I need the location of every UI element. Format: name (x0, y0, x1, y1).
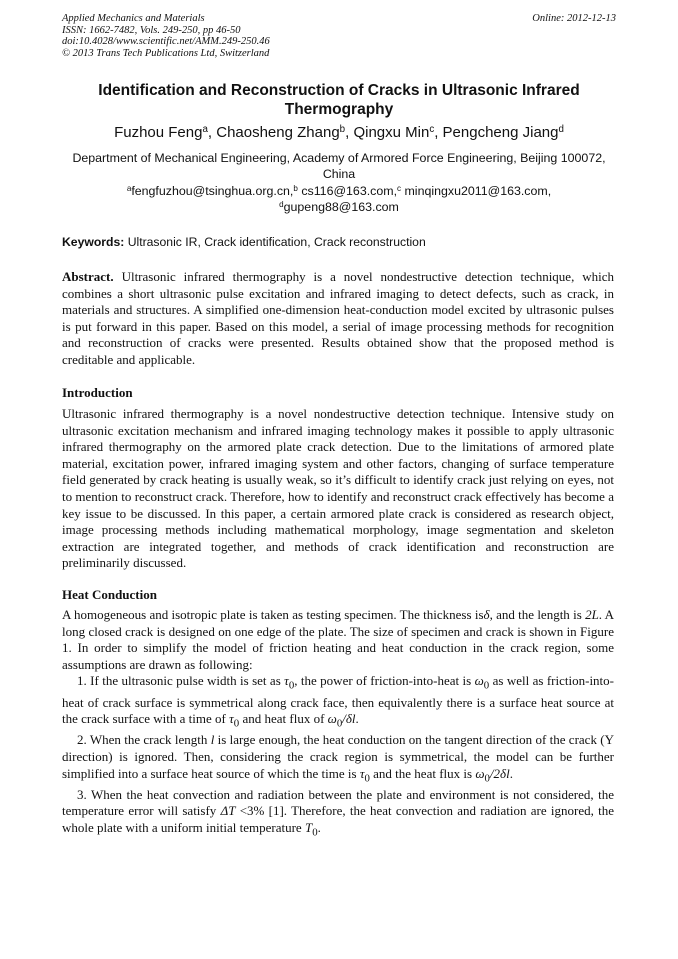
keywords (62, 234, 616, 250)
doi-line: doi:10.4028/www.scientific.net/AMM.249-250.46 (62, 36, 270, 48)
text-run: as well as friction-into-heat of crack surface is symmetrical along crack face, then equivalently there is a surface heat source at the crack surface with a time of (62, 673, 614, 727)
author-list: Fuzhou Feng$^a$, Chaosheng Zhang$^b$, Qingxu Min$^c$, Pengcheng Jiang$^d$ (114, 124, 564, 141)
heat-paragraph-0 (62, 607, 614, 673)
author-mark: c (429, 124, 435, 136)
subscript: 0 (483, 679, 490, 692)
online-date: Online: 2012-12-13 (532, 13, 616, 24)
text-run: A homogeneous and isotropic plate is taken as testing specimen. The thickness is (62, 607, 484, 622)
text-run: and heat flux of (239, 711, 328, 727)
heat-conduction-heading: Heat Conduction (62, 587, 157, 602)
keywords-label: Keywords: (62, 235, 125, 249)
author-name: Qingxu Min (353, 124, 430, 141)
subscript: 0 (233, 717, 240, 730)
text-run: . (509, 765, 513, 781)
text-run: is large enough, the heat conduction on the tangent direction of the crack (Y direction) is ignored. Then, considering the crack region is symmetrical, the model can be further simplified into a surface heat source of which the time is (62, 732, 614, 781)
abstract-label: Abstract. (62, 269, 114, 284)
text-run: , and the length is (489, 607, 586, 622)
email-mark: d (279, 199, 284, 209)
abstract-text: Ultrasonic infrared thermography is a novel nondestructive detection technique, which combines a short ultrasonic pulse excitation and infrared imaging to detect defects, such as crack, in materials and structures. A simplified one-dimension heat-conduction model excited by ultrasonic pulses is put forward in this paper. Based on this model, a serial of image processing methods for recognition and reconstruction of cracks were presented. Results obtained show that the proposed method is creditable and applicable. (62, 269, 615, 367)
text-run: , the power of friction-into-heat is (294, 673, 475, 689)
email-address: cs116@163.com, (297, 184, 398, 198)
heat-paragraph-2 (62, 732, 614, 786)
journal-header (62, 13, 616, 59)
author-mark: b (339, 124, 346, 136)
subscript: 0 (312, 826, 318, 839)
subscript: 0 (288, 679, 295, 692)
heat-conduction-body (62, 607, 614, 841)
author-mark: d (558, 124, 564, 136)
symbol-tau: τ (284, 673, 289, 689)
author-name: Pengcheng Jiang (442, 124, 559, 141)
text-run: . (317, 819, 321, 835)
symbol-delta-t: ΔT (220, 803, 236, 819)
author-mark: a (202, 124, 208, 136)
text-run: 2. When the crack length (77, 732, 211, 748)
paper-title: Identification and Reconstruction of Cracks in Ultrasonic Infrared Thermography (98, 82, 580, 118)
email-mark: c (397, 183, 402, 193)
text-run: 3. When the heat convection and radiation between the plate and environment is not considered, the temperature error will satisfy (62, 786, 614, 819)
heat-paragraph-1 (62, 673, 614, 732)
symbol-flux: /2δl (489, 765, 510, 781)
symbol-delta: δ (483, 607, 490, 622)
symbol-tau: τ (229, 711, 234, 727)
journal-name: Applied Mechanics and Materials (62, 13, 205, 24)
text-run: 1. If the ultrasonic pulse width is set as (77, 673, 285, 689)
author-name: Fuzhou Feng (114, 124, 203, 141)
symbol-tau: τ (359, 765, 365, 781)
symbol-l: l (210, 732, 215, 748)
subscript: 0 (484, 772, 490, 785)
email-address: minqingxu2011@163.com, (401, 184, 552, 198)
heat-paragraph-3 (62, 787, 614, 841)
text-run: and the heat flux is (369, 765, 476, 781)
subscript: 0 (336, 717, 343, 730)
introduction-body (62, 406, 614, 572)
introduction-paragraph: Ultrasonic infrared thermography is a novel nondestructive detection technique. Intensive study on ultrasonic excitation mechanism and infrared imaging technology makes it possible to apply ultrasonic infrared thermography on the armored plate crack detection. Due to the limitations of armored plate material, excitation power, infrared imaging system and other factors, changing of surface temperature field generated by crack heating is usually weak, so it’s difficult to identify crack just relying on eyes, not to mention to reconstruct crack. Therefore, how to identify and reconstruct crack effectively has become a key issue to be discussed. In this paper, a certain armored plate crack is considered as research object, image processing methods including mathematical morphology, image segmentation and skeleton extraction are integrated together, and methods of crack identification and reconstruction are preliminarily discussed. (62, 406, 614, 571)
keywords-text: Ultrasonic IR, Crack identification, Crack reconstruction (127, 235, 426, 249)
author-name: Chaosheng Zhang (216, 124, 340, 141)
email-address: gupeng88@163.com (283, 200, 399, 214)
affiliation: Department of Mechanical Engineering, Academy of Armored Force Engineering, Beijing 100072, China (72, 151, 606, 181)
text-run: . (355, 711, 359, 727)
introduction-heading: Introduction (62, 385, 133, 400)
symbol-length: 2L (585, 607, 599, 622)
email-address: fengfuzhou@tsinghua.org.cn, (131, 184, 294, 198)
symbol-omega: ω (327, 711, 337, 727)
symbol-omega: ω (475, 765, 485, 781)
text-run: . A long closed crack is designed on one edge of the plate. The size of specimen and crack is shown in Figure 1. In order to simplify the model of friction heating and heat conduction in the crack region, some assumptions are drawn as following: (62, 607, 615, 672)
email-mark: a (126, 183, 132, 193)
symbol-omega: ω (474, 673, 484, 689)
issn-line: ISSN: 1662-7482, Vols. 249-250, pp 46-50 (62, 24, 241, 36)
email-list (70, 183, 608, 215)
email-mark: b (293, 183, 298, 193)
symbol-flux: /δl (342, 711, 356, 727)
subscript: 0 (364, 772, 370, 785)
copyright-line: © 2013 Trans Tech Publications Ltd, Switzerland (62, 47, 270, 59)
symbol-t: T (304, 819, 313, 835)
text-run: <3% [1]. Therefore, the heat convection and radiation are ignored, the whole plate with a uniform initial temperature (62, 803, 614, 835)
abstract (62, 269, 614, 369)
